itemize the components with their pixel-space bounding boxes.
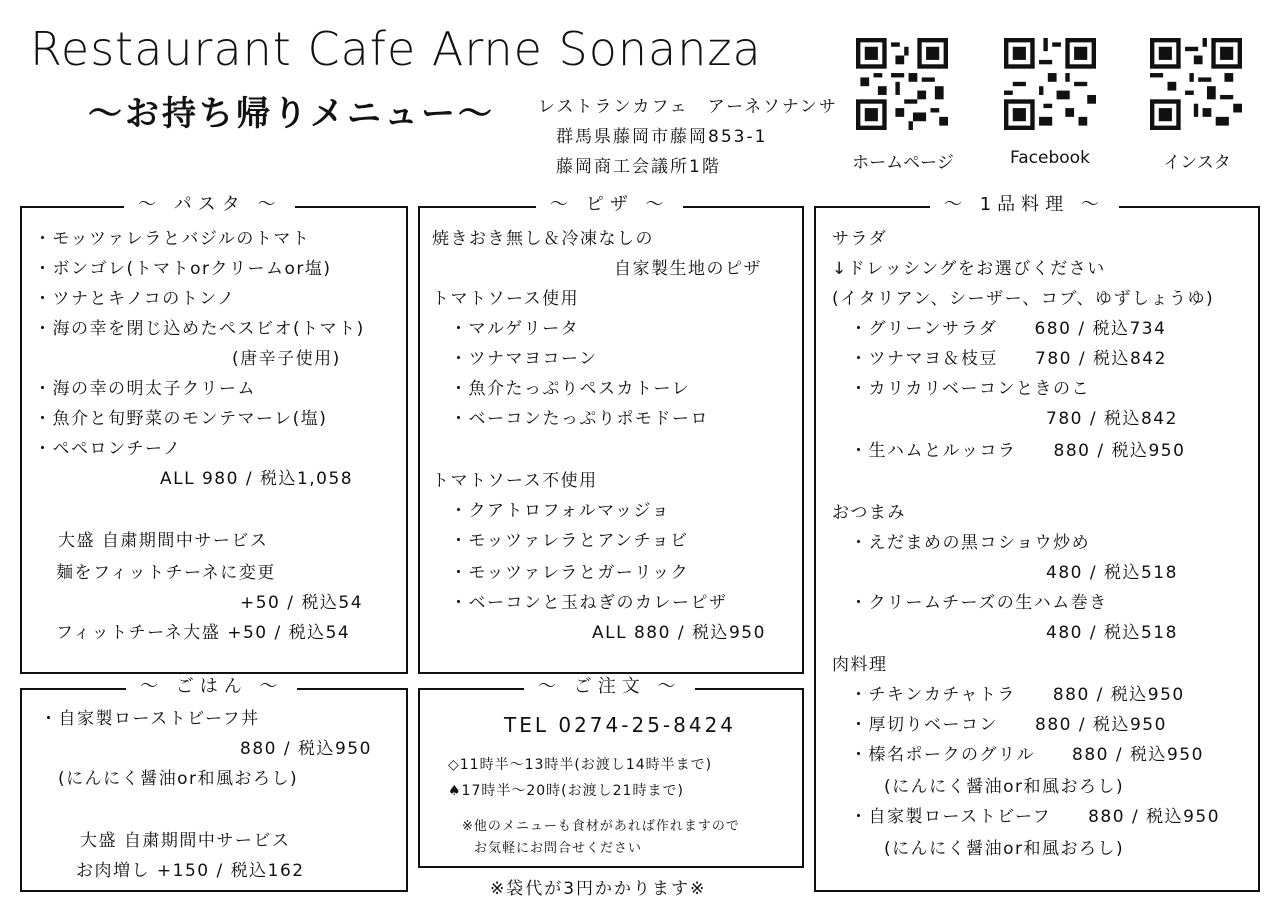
homepage-label: ホームページ bbox=[852, 153, 954, 173]
dinner-hours: ♠17時半〜20時(お渡し21時まで) bbox=[448, 783, 684, 799]
order-title: 〜 ご注文 〜 bbox=[524, 676, 695, 698]
pizza-title: 〜 ピザ 〜 bbox=[536, 194, 683, 216]
menu-item: ・モッツァレラとガーリック bbox=[450, 563, 690, 583]
menu-item: ・厚切りベーコン 880 / 税込950 bbox=[850, 715, 1167, 735]
address-building: 藤岡商工会議所1階 bbox=[556, 157, 721, 177]
dish-group-heading: サラダ bbox=[832, 229, 888, 249]
price: 480 / 税込518 bbox=[1046, 563, 1178, 583]
dressing-options: (イタリアン、シーザー、コブ、ゆずしょうゆ) bbox=[832, 289, 1215, 309]
service-heading: 大盛 自粛期間中サービス bbox=[80, 831, 291, 851]
service-item: フィットチーネ大盛 +50 / 税込54 bbox=[56, 623, 351, 643]
restaurant-name: Restaurant Cafe Arne Sonanza bbox=[30, 22, 762, 76]
price: ALL 980 / 税込1,058 bbox=[160, 469, 354, 489]
instagram-qr-icon[interactable] bbox=[1150, 38, 1242, 130]
facebook-label: Facebook bbox=[1010, 148, 1090, 168]
menu-item: ・海の幸を閉じ込めたペスビオ(トマト) bbox=[34, 319, 365, 339]
phone-number[interactable]: TEL 0274-25-8424 bbox=[504, 713, 737, 737]
menu-item: ・チキンカチャトラ 880 / 税込950 bbox=[850, 685, 1185, 705]
menu-item: ・榛名ポークのグリル 880 / 税込950 bbox=[850, 745, 1204, 765]
pizza-intro: 自家製生地のピザ bbox=[614, 259, 762, 279]
service-item: 麺をフィットチーネに変更 bbox=[56, 563, 276, 583]
order-note: お気軽にお問合せください bbox=[474, 841, 643, 856]
menu-note: (唐辛子使用) bbox=[232, 349, 341, 369]
menu-item: ・マルゲリータ bbox=[450, 319, 580, 339]
rice-title: 〜 ごはん 〜 bbox=[126, 676, 297, 698]
menu-item: ・魚介たっぷりペスカトーレ bbox=[450, 379, 691, 399]
menu-note: (にんにく醤油or和風おろし) bbox=[58, 769, 299, 789]
menu-item: ・ベーコンと玉ねぎのカレーピザ bbox=[450, 593, 728, 613]
menu-item: ・モッツァレラとアンチョビ bbox=[450, 531, 689, 551]
menu-item: ・グリーンサラダ 680 / 税込734 bbox=[850, 319, 1167, 339]
address-name: レストランカフェ アーネソナンサ bbox=[538, 97, 838, 117]
menu-item: ・自家製ローストビーフ丼 bbox=[40, 709, 260, 729]
price: 780 / 税込842 bbox=[1046, 409, 1178, 429]
menu-item: ・ペペロンチーノ bbox=[34, 439, 182, 459]
price: ALL 880 / 税込950 bbox=[592, 623, 766, 643]
service-item: お肉増し +150 / 税込162 bbox=[76, 861, 305, 881]
bag-fee-note: ※袋代が3円かかります※ bbox=[490, 879, 707, 899]
dish-group-heading: 肉料理 bbox=[832, 655, 888, 675]
menu-item: ・生ハムとルッコラ 880 / 税込950 bbox=[850, 441, 1186, 461]
facebook-qr-icon[interactable] bbox=[1004, 38, 1096, 130]
menu-item: ・ツナマヨコーン bbox=[450, 349, 598, 369]
menu-item: ・ツナマヨ＆枝豆 780 / 税込842 bbox=[850, 349, 1167, 369]
menu-item: ・海の幸の明太子クリーム bbox=[34, 379, 256, 399]
homepage-qr-icon[interactable] bbox=[856, 38, 948, 130]
order-note: ※他のメニューも食材があれば作れますので bbox=[462, 819, 740, 834]
menu-item: ・クリームチーズの生ハム巻き bbox=[850, 593, 1108, 613]
menu-item: ・ツナとキノコのトンノ bbox=[34, 289, 236, 309]
lunch-hours: ◇11時半〜13時半(お渡し14時半まで) bbox=[448, 757, 713, 773]
price: 480 / 税込518 bbox=[1046, 623, 1178, 643]
pizza-group-heading: トマトソース不使用 bbox=[432, 471, 598, 491]
pizza-group-heading: トマトソース使用 bbox=[432, 289, 580, 309]
pasta-title: 〜 パスタ 〜 bbox=[124, 194, 295, 216]
menu-note: (にんにく醤油or和風おろし) bbox=[884, 777, 1125, 797]
menu-item: ・自家製ローストビーフ 880 / 税込950 bbox=[850, 807, 1221, 827]
instagram-label: インスタ bbox=[1163, 153, 1231, 173]
dishes-title: 〜 1品料理 〜 bbox=[930, 194, 1119, 216]
service-heading: 大盛 自粛期間中サービス bbox=[58, 531, 269, 551]
dressing-note: ↓ドレッシングをお選びください bbox=[832, 259, 1106, 279]
menu-item: ・モッツァレラとバジルのトマト bbox=[34, 229, 311, 249]
pizza-intro: 焼きおき無し＆冷凍なしの bbox=[432, 229, 654, 249]
menu-item: ・クアトロフォルマッジョ bbox=[450, 501, 671, 521]
address-street: 群馬県藤岡市藤岡853-1 bbox=[556, 127, 768, 147]
page-title: 〜お持ち帰りメニュー〜 bbox=[88, 94, 495, 134]
menu-item: ・ベーコンたっぷりポモドーロ bbox=[450, 409, 709, 429]
price: +50 / 税込54 bbox=[240, 593, 364, 613]
menu-note: (にんにく醤油or和風おろし) bbox=[884, 839, 1125, 859]
menu-item: ・えだまめの黒コショウ炒め bbox=[850, 533, 1091, 553]
menu-item: ・魚介と旬野菜のモンテマーレ(塩) bbox=[34, 409, 328, 429]
menu-item: ・カリカリベーコンときのこ bbox=[850, 379, 1090, 399]
dish-group-heading: おつまみ bbox=[832, 503, 906, 523]
price: 880 / 税込950 bbox=[240, 739, 372, 759]
menu-item: ・ボンゴレ(トマトorクリームor塩) bbox=[34, 259, 332, 279]
